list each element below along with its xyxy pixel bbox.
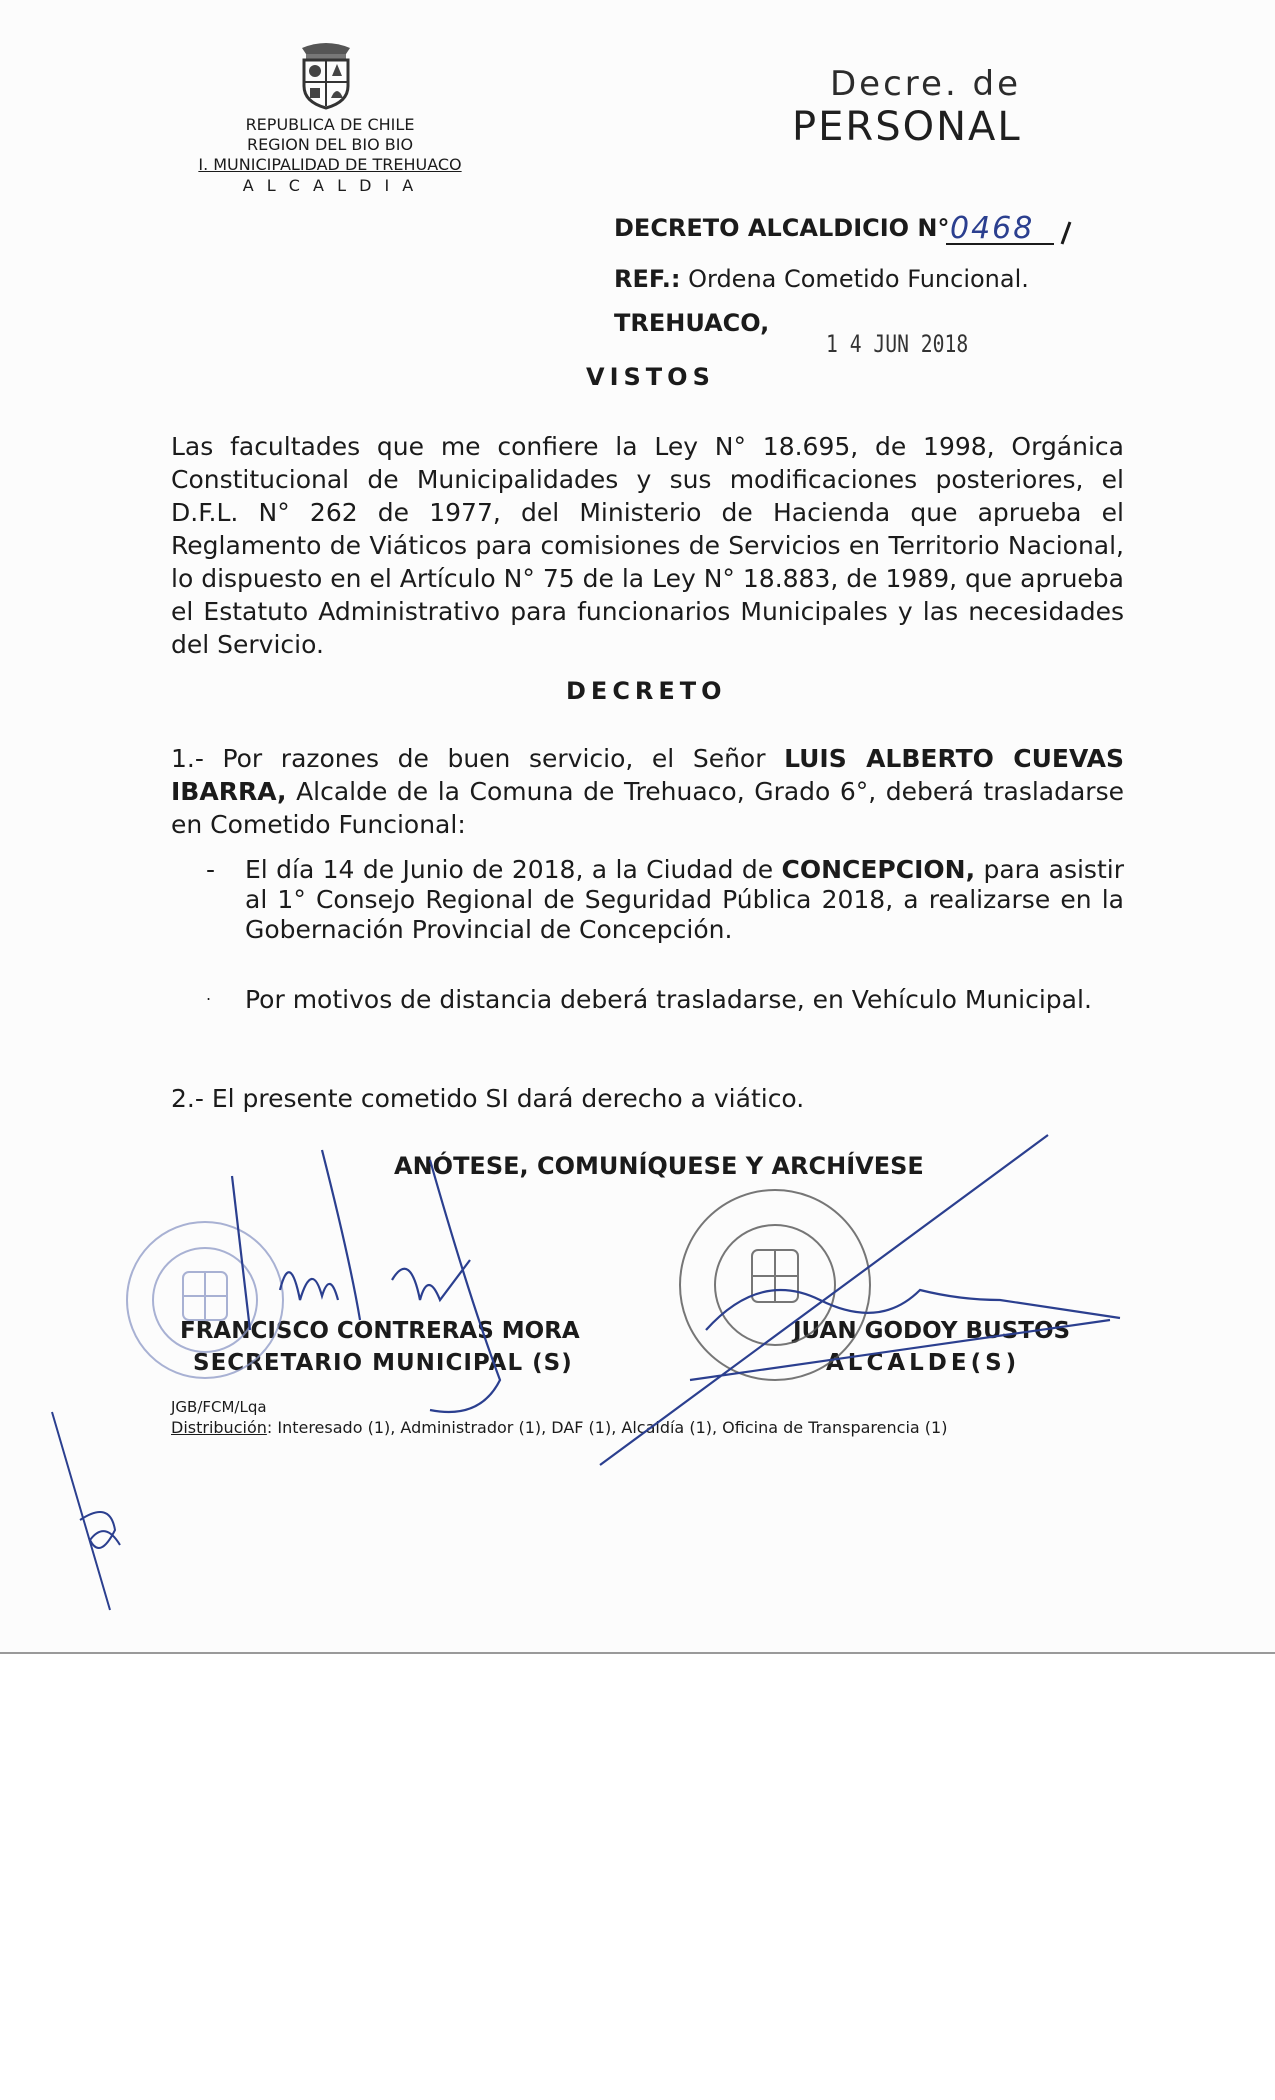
reference-label: REF.: [614,265,681,293]
distribution-label: Distribución [171,1418,267,1437]
date-stamp: 1 4 JUN 2018 [826,330,969,358]
secretary-role: SECRETARIO MUNICIPAL (S) [193,1350,573,1376]
secretary-name: FRANCISCO CONTRERAS MORA [180,1318,580,1344]
bullet-dash-1: - [206,855,216,884]
bullet-1 [245,855,1124,945]
initials: JGB/FCM/Lqa [171,1398,267,1416]
reference-text: Ordena Cometido Funcional. [688,265,1029,293]
vistos-paragraph: Las facultades que me confiere la Ley N° 18.695, de 1998, Orgánica Constitucional de Municipalidades y sus modificaciones posteriores, el D.F.L. N° 262 de 1977, del Ministerio de Hacienda que aprueba el Reglamento de Viáticos para comisiones de Servicios en Territorio Nacional, lo dispuesto en el Artículo N° 75 de la Ley N° 18.883, de 1989, que aprueba el Estatuto Administrativo para funcionarios Municipales y las necesidades del Servicio. [171,432,1124,659]
destination-city: CONCEPCION, [781,855,976,884]
mayor-name: JUAN GODOY BUSTOS [793,1318,1071,1344]
stamp-line-2: PERSONAL [792,104,1022,150]
header-region: REGION DEL BIO BIO [246,135,414,154]
closing-formula: ANÓTESE, COMUNÍQUESE Y ARCHÍVESE [394,1152,924,1180]
stamp-line-1: Decre. de [830,64,1022,104]
page-edge [0,1652,1275,1654]
decree-number-value: 0468 [950,211,1035,246]
mayor-role: ALCALDE(S) [826,1350,1021,1376]
decree-number-label: DECRETO ALCALDICIO N° [614,214,950,242]
vistos-title: VISTOS [586,363,715,391]
p1-after: Alcalde de la Comuna de Trehuaco, Grado 6°, deberá trasladarse en Cometido Funcional: [171,777,1124,839]
header-office: A L C A L D I A [242,176,418,195]
coat-of-arms-icon [294,40,358,110]
distribution-line [171,1418,947,1437]
distribution-text: : Interesado (1), Administrador (1), DAF (1), Alcaldía (1), Oficina de Transparencia (1) [266,1418,948,1437]
header-municipality: I. MUNICIPALIDAD DE TREHUACO [198,155,462,174]
decree-place: TREHUACO, [614,309,770,337]
handwritten-decree-number [946,204,1076,250]
decreto-paragraph-1 [171,742,1124,841]
official-name: LUIS ALBERTO CUEVAS IBARRA, [171,744,1124,806]
reference-line [614,265,1029,293]
bullet-2: Por motivos de distancia deberá trasladarse, en Vehículo Municipal. [245,985,1092,1014]
bullet-dash-2: . [206,985,212,1004]
decreto-paragraph-2: 2.- El presente cometido SI dará derecho a viático. [171,1084,805,1113]
decreto-title: DECRETO [566,677,727,705]
header-country: REPUBLICA DE CHILE [245,115,415,134]
b1-after: para asistir al 1° Consejo Regional de Seguridad Pública 2018, a realizarse en la Gobernación Provincial de Concepción. [245,855,1124,944]
p1-before: 1.- Por razones de buen servicio, el Señor [171,744,766,773]
b1-before: El día 14 de Junio de 2018, a la Ciudad de [245,855,774,884]
